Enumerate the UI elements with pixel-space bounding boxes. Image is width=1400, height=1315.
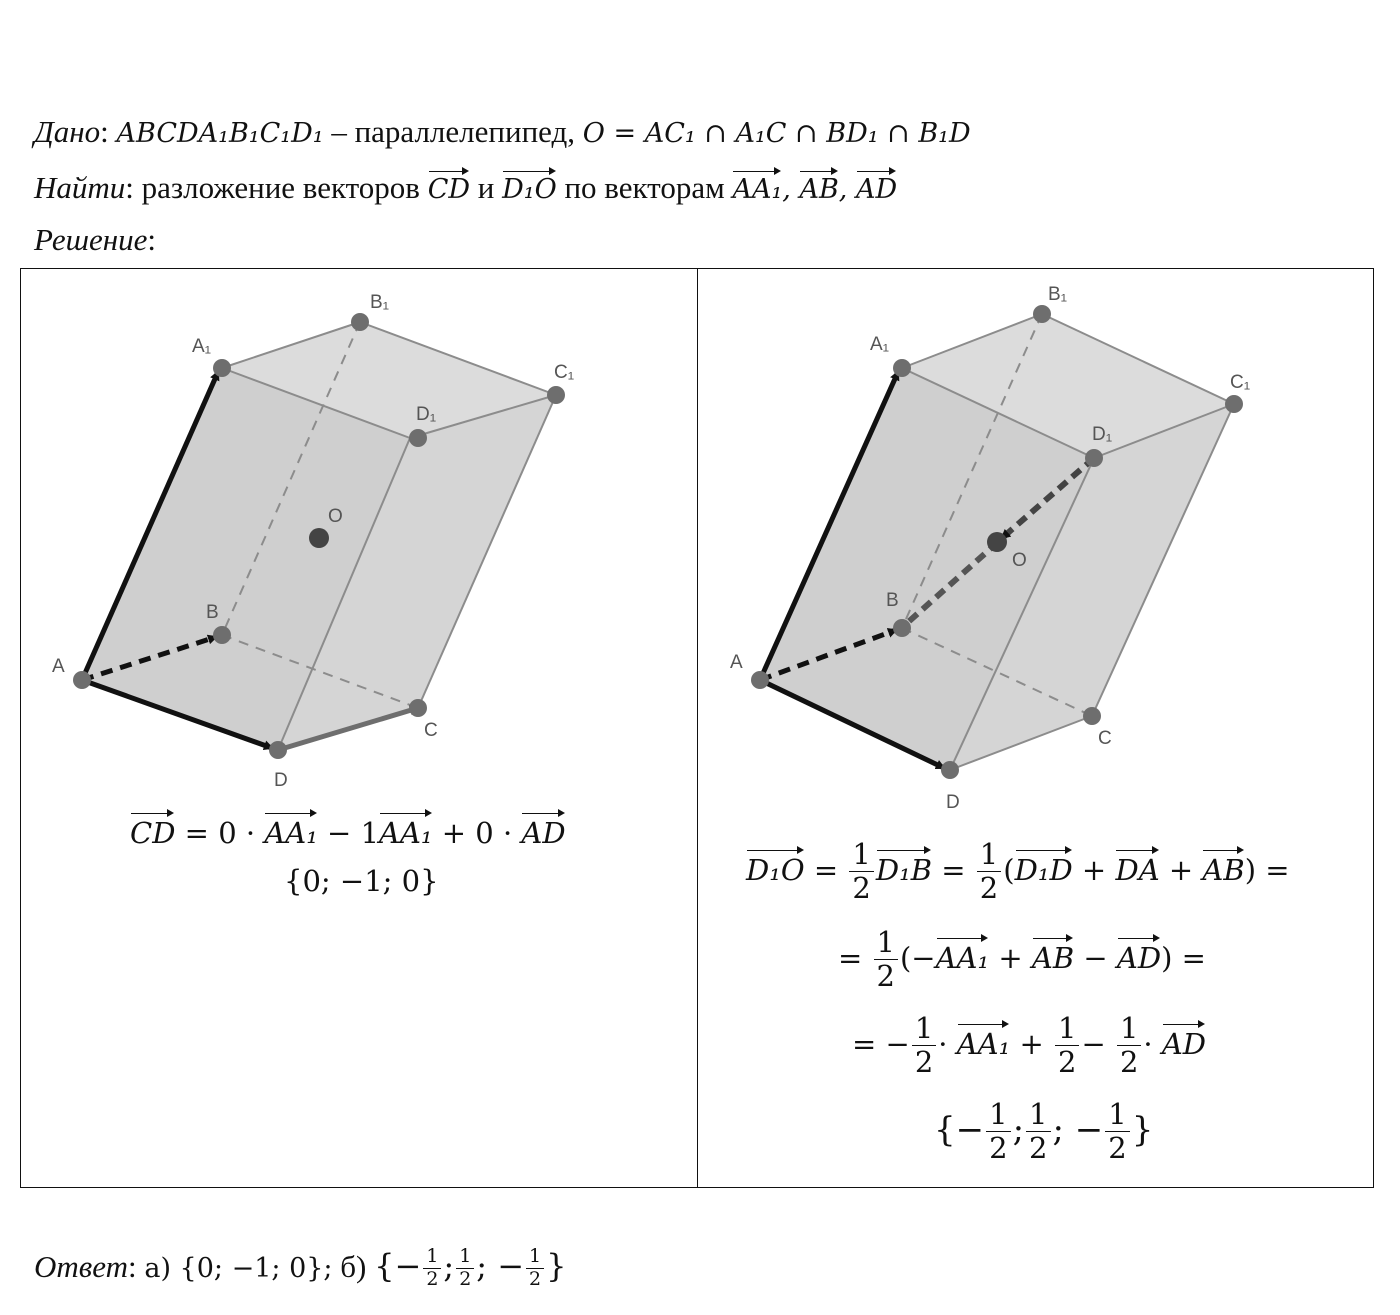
r1-lhs: D₁O bbox=[746, 847, 805, 887]
basis-vector-ad: AD bbox=[856, 168, 897, 205]
find-and: и bbox=[470, 170, 503, 205]
label-a: A bbox=[52, 656, 65, 677]
label-a1-right: A₁ bbox=[870, 334, 890, 355]
vertex-b-right bbox=[893, 619, 911, 637]
vertex-d bbox=[269, 741, 287, 759]
vertex-b1 bbox=[351, 313, 369, 331]
left-equation: CD = 0 · AA₁ − 1AA₁ + 0 · AD bbox=[130, 810, 566, 850]
vertex-a-right bbox=[751, 671, 769, 689]
answer-label: Ответ bbox=[34, 1248, 128, 1284]
label-a1: A₁ bbox=[192, 336, 212, 357]
label-c-right: C bbox=[1098, 728, 1112, 749]
point-o bbox=[309, 528, 329, 548]
vertex-a1-right bbox=[893, 359, 911, 377]
right-parallelepiped-figure bbox=[698, 268, 1374, 818]
frac-den: 2 bbox=[852, 871, 871, 906]
given-condition: O = AC₁ ∩ A₁C ∩ BD₁ ∩ B₁D bbox=[582, 118, 971, 149]
point-o-right bbox=[987, 532, 1007, 552]
label-o: O bbox=[328, 506, 343, 527]
vertex-d1-right bbox=[1085, 449, 1103, 467]
eq-coef-3: 0 bbox=[475, 816, 494, 850]
vertex-d1 bbox=[409, 429, 427, 447]
label-d1: D₁ bbox=[416, 404, 437, 425]
r2-t3: AD bbox=[1117, 935, 1161, 975]
solution-line: Решение: bbox=[34, 222, 156, 257]
vertex-a bbox=[73, 671, 91, 689]
vertex-a1 bbox=[213, 359, 231, 377]
label-a-right: A bbox=[730, 652, 743, 673]
given-figure: ABCDA₁B₁C₁D₁ bbox=[116, 118, 324, 149]
given-line: Дано: ABCDA₁B₁C₁D₁ – параллелепипед, O = AC₁ ∩ A₁C ∩ BD₁ ∩ B₁D bbox=[34, 114, 971, 149]
label-b1: B₁ bbox=[370, 292, 390, 313]
r1-t1: D₁D bbox=[1015, 847, 1073, 887]
eq-vector-2: AA₁ bbox=[379, 810, 433, 850]
left-parallelepiped-figure bbox=[20, 268, 697, 818]
eq-lhs-cd: CD bbox=[130, 810, 175, 850]
given-label: Дано bbox=[34, 114, 101, 149]
eq-vector-1: AA₁ bbox=[264, 810, 318, 850]
find-label: Найти bbox=[34, 170, 126, 205]
right-line-2: = $\frac{1}{2}$ (−AA₁ + AB − AD) = bbox=[838, 925, 1206, 994]
frac-num: 1 bbox=[849, 838, 873, 872]
vertex-c bbox=[409, 699, 427, 717]
find-text2: по векторам bbox=[556, 170, 733, 205]
label-d: D bbox=[274, 770, 288, 791]
r2-t2: AB bbox=[1032, 935, 1074, 975]
find-line: Найти: разложение векторов CD и D₁O по векторам AA₁, AB, AD bbox=[34, 170, 898, 205]
left-coords: {0; −1; 0} bbox=[284, 864, 439, 898]
label-c1: C₁ bbox=[554, 362, 575, 383]
label-c1-right: C₁ bbox=[1230, 372, 1251, 393]
find-vector-cd: CD bbox=[428, 168, 470, 205]
label-d-right: D bbox=[946, 792, 960, 813]
find-vector-d1o: D₁O bbox=[502, 168, 557, 205]
answer-line: Ответ: а) {0; −1; 0}; б) {− $\frac{1}{2}$ ; $\frac{1}{2}$ ; − $\frac{1}{2}$ } bbox=[34, 1245, 567, 1290]
answer-a: а) {0; −1; 0}; bbox=[144, 1252, 333, 1284]
r1-t2: DA bbox=[1115, 847, 1159, 887]
vertex-c-right bbox=[1083, 707, 1101, 725]
vertex-d-right bbox=[941, 761, 959, 779]
given-text: – параллелепипед, bbox=[323, 114, 583, 149]
eq-coef-2: 1 bbox=[360, 816, 380, 850]
vertex-b bbox=[213, 626, 231, 644]
vertex-c1-right bbox=[1225, 395, 1243, 413]
r2-t1: AA₁ bbox=[936, 935, 990, 975]
eq-vector-3: AD bbox=[521, 810, 565, 850]
right-line-1: D₁O = $\frac{1}{2}$ D₁B = $\frac{1}{2}$ (D₁D + DA + AB) = bbox=[746, 837, 1290, 906]
label-b-right: B bbox=[886, 590, 899, 611]
r1-t3: AB bbox=[1202, 847, 1244, 887]
solution-label: Решение bbox=[34, 222, 148, 257]
label-b: B bbox=[206, 602, 219, 623]
label-b1-right: B₁ bbox=[1048, 284, 1068, 305]
r3-t1: AA₁ bbox=[957, 1021, 1011, 1061]
basis-vector-aa1: AA₁ bbox=[732, 168, 782, 205]
label-d1-right: D₁ bbox=[1092, 424, 1113, 445]
label-c: C bbox=[424, 720, 438, 741]
basis-vector-ab: AB bbox=[799, 168, 838, 205]
find-text1: : разложение векторов bbox=[125, 170, 428, 205]
vertex-b1-right bbox=[1033, 305, 1051, 323]
right-line-3: = − $\frac{1}{2}$ · AA₁ + $\frac{1}{2}$ − $\frac{1}{2}$ · AD bbox=[852, 1011, 1207, 1080]
vertex-c1 bbox=[547, 386, 565, 404]
right-coords: {− $\frac{1}{2}$ ; $\frac{1}{2}$ ; − $\frac{1}{2}$ } bbox=[934, 1097, 1154, 1166]
label-o-right: O bbox=[1012, 550, 1027, 571]
r3-t3: AD bbox=[1162, 1021, 1206, 1061]
eq-coef-1: 0 bbox=[218, 816, 237, 850]
r1-half: D₁B bbox=[876, 847, 932, 887]
answer-b-prefix: б) bbox=[340, 1248, 367, 1284]
